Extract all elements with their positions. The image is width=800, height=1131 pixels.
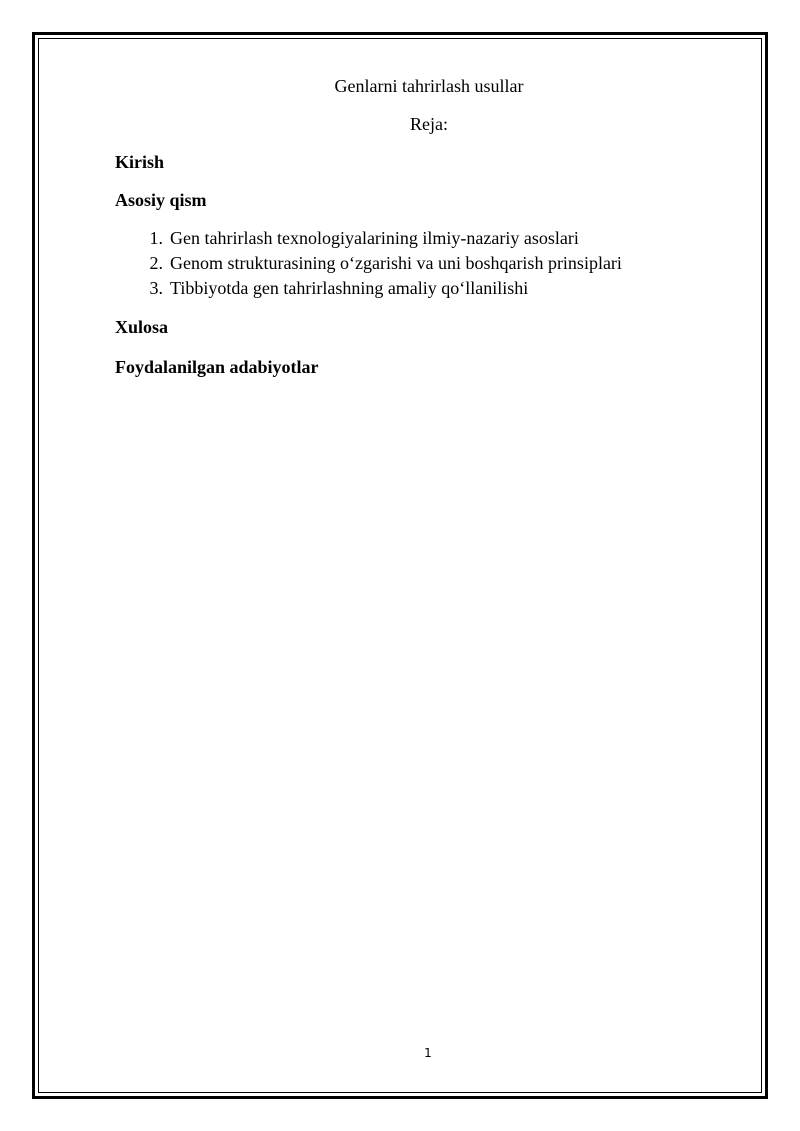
outline-item-text: Genom strukturasining o‘zgarishi va uni boshqarish prinsiplari <box>170 253 622 273</box>
section-heading-main: Asosiy qism <box>115 190 207 210</box>
outline-item <box>115 226 743 251</box>
section-heading-references: Foydalanilgan adabiyotlar <box>115 357 319 377</box>
plan-label: Reja: <box>410 114 448 134</box>
section-heading-conclusion: Xulosa <box>115 317 169 337</box>
outline-item <box>115 276 743 301</box>
outline-item-text: Gen tahrirlash texnologiyalarining ilmiy-nazariy asoslari <box>170 228 579 248</box>
page-number: 1 <box>424 1046 432 1060</box>
outline-item-number: 2. <box>149 253 163 273</box>
section-heading-intro: Kirish <box>115 152 165 172</box>
outline-item-number: 1. <box>149 228 163 248</box>
document-title: Genlarni tahrirlash usullar <box>334 76 524 96</box>
outline-item-text: Tibbiyotda gen tahrirlashning amaliy qo‘llanilishi <box>170 278 529 298</box>
outline-item-number: 3. <box>149 278 163 298</box>
outline-list <box>115 226 743 301</box>
page-content <box>115 74 743 379</box>
outline-item <box>115 251 743 276</box>
